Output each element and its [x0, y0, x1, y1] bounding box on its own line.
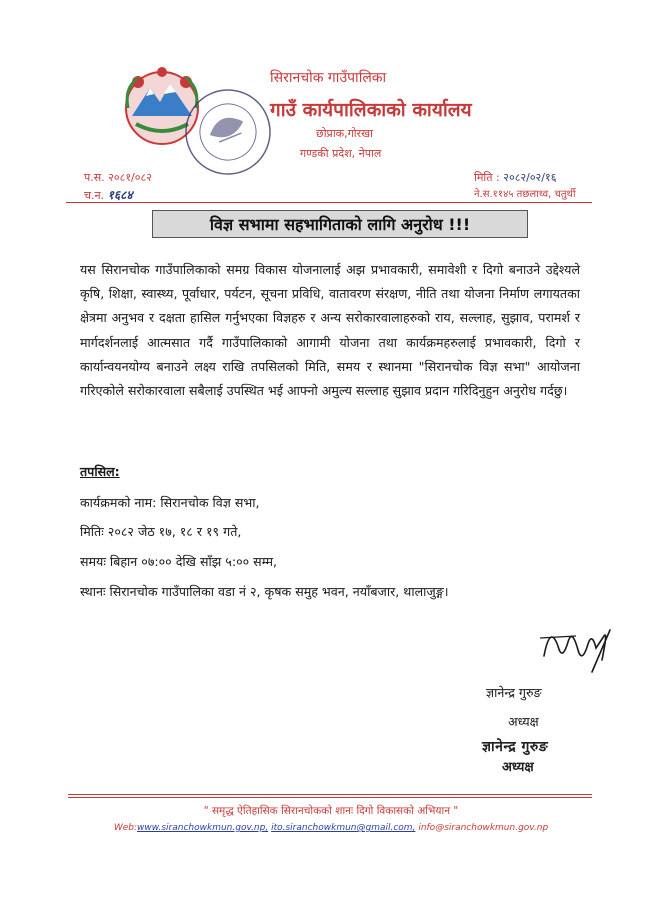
- email-link-ito[interactable]: ito.siranchowkmun@gmail.com,: [271, 823, 416, 833]
- date-label: मिति :: [474, 171, 500, 184]
- reference-dispatch-number: [84, 186, 133, 203]
- dispatch-label: च.न.: [84, 189, 105, 202]
- letter-date: [474, 170, 556, 185]
- detail-time: समयः बिहान ०७:०० देखि साँझ ५:०० सम्म,: [80, 554, 277, 569]
- footer-slogan: " समृद्ध ऐतिहासिक सिरानचोकको शानः दिगो विकासको अभियान ": [203, 805, 459, 817]
- details-heading: तपसिल:: [80, 464, 120, 479]
- handwritten-signature-icon: [530, 616, 630, 680]
- detail-program-name: कार्यक्रमको नाम: सिरानचोक विज्ञ सभा,: [80, 495, 260, 510]
- footer-divider: [68, 794, 592, 795]
- letterhead-province: गण्डकी प्रदेश, नेपाल: [300, 147, 382, 160]
- reference-fiscal-year: प.स. २०८१/०८२: [84, 171, 152, 184]
- detail-venue: स्थानः सिरानचोक गाउँपालिका वडा नं २, कृषक समुह भवन, नयाँबजार, थालाजुङ्ग।: [80, 584, 449, 599]
- post-stamp: अध्यक्ष: [502, 760, 534, 775]
- website-link[interactable]: www.siranchowkmun.gov.np,: [137, 823, 269, 833]
- footer-divider-second: [68, 797, 592, 798]
- signatory-post: अध्यक्ष: [508, 714, 539, 729]
- web-label: Web:: [113, 823, 137, 833]
- date-value: २०८२/०२/१६: [503, 171, 557, 184]
- letterhead-address: छोप्राक,गोरखा: [316, 127, 374, 140]
- letterhead-office-name: गाउँ कार्यपालिकाको कार्यालय: [270, 99, 472, 121]
- letterhead-municipality-name: सिरानचोक गाउँपालिका: [270, 70, 387, 86]
- name-stamp: ज्ञानेन्द्र गुरुङ: [482, 739, 549, 755]
- header-divider: [66, 202, 592, 203]
- signatory-name: ज्ञानेन्द्र गुरुङ: [486, 685, 542, 700]
- office-stamp-icon: [182, 86, 274, 178]
- detail-date: मितिः २०८२ जेठ १७, १८ र १९ गते,: [80, 524, 242, 539]
- footer-contacts: [0, 823, 662, 833]
- nepal-sambat-date: ने.स.११४५ तछलाथ्व, चतुर्थी: [474, 189, 576, 200]
- letter-subject: विज्ञ सभामा सहभागिताको लागि अनुरोध !!!: [152, 210, 528, 238]
- letter-body: यस सिरानचोक गाउँपालिकाको समग्र विकास योजनालाई अझ प्रभावकारी, समावेशी र दिगो बनाउने उद्देश्यले कृषि, शिक्षा, स्वास्थ्य, पूर्वाधार, पर्यटन, सूचना प्रविधि, वातावरण संरक्षण, नीति तथा योजना निर्माण लगायतका क्षेत्रमा अनुभव र दक्षता हासिल गर्नुभएका विज्ञहरु र अन्य सरोकारवालाहरुको राय, सल्लाह, सुझाव, परामर्श र मार्गदर्शनलाई आत्मसात गर्दै गाउँपालिकाको आगामी योजना तथा कार्यक्रमहरुलाई प्रभावकारी, दिगो र कार्यान्वयनयोग्य बनाउने लक्ष्य राखि तपसिलको मिति, समय र स्थानमा "सिरानचोक विज्ञ सभा" आयोजना गरिएकोले सरोकारवाला सबैलाई उपस्थित भई आफ्नो अमुल्य सल्लाह सुझाव प्रदान गरिदिनुहुन अनुरोध गर्दछु।: [80, 262, 580, 399]
- dispatch-value: १६८४: [107, 188, 133, 202]
- email-info[interactable]: info@siranchowkmun.gov.np: [418, 823, 549, 833]
